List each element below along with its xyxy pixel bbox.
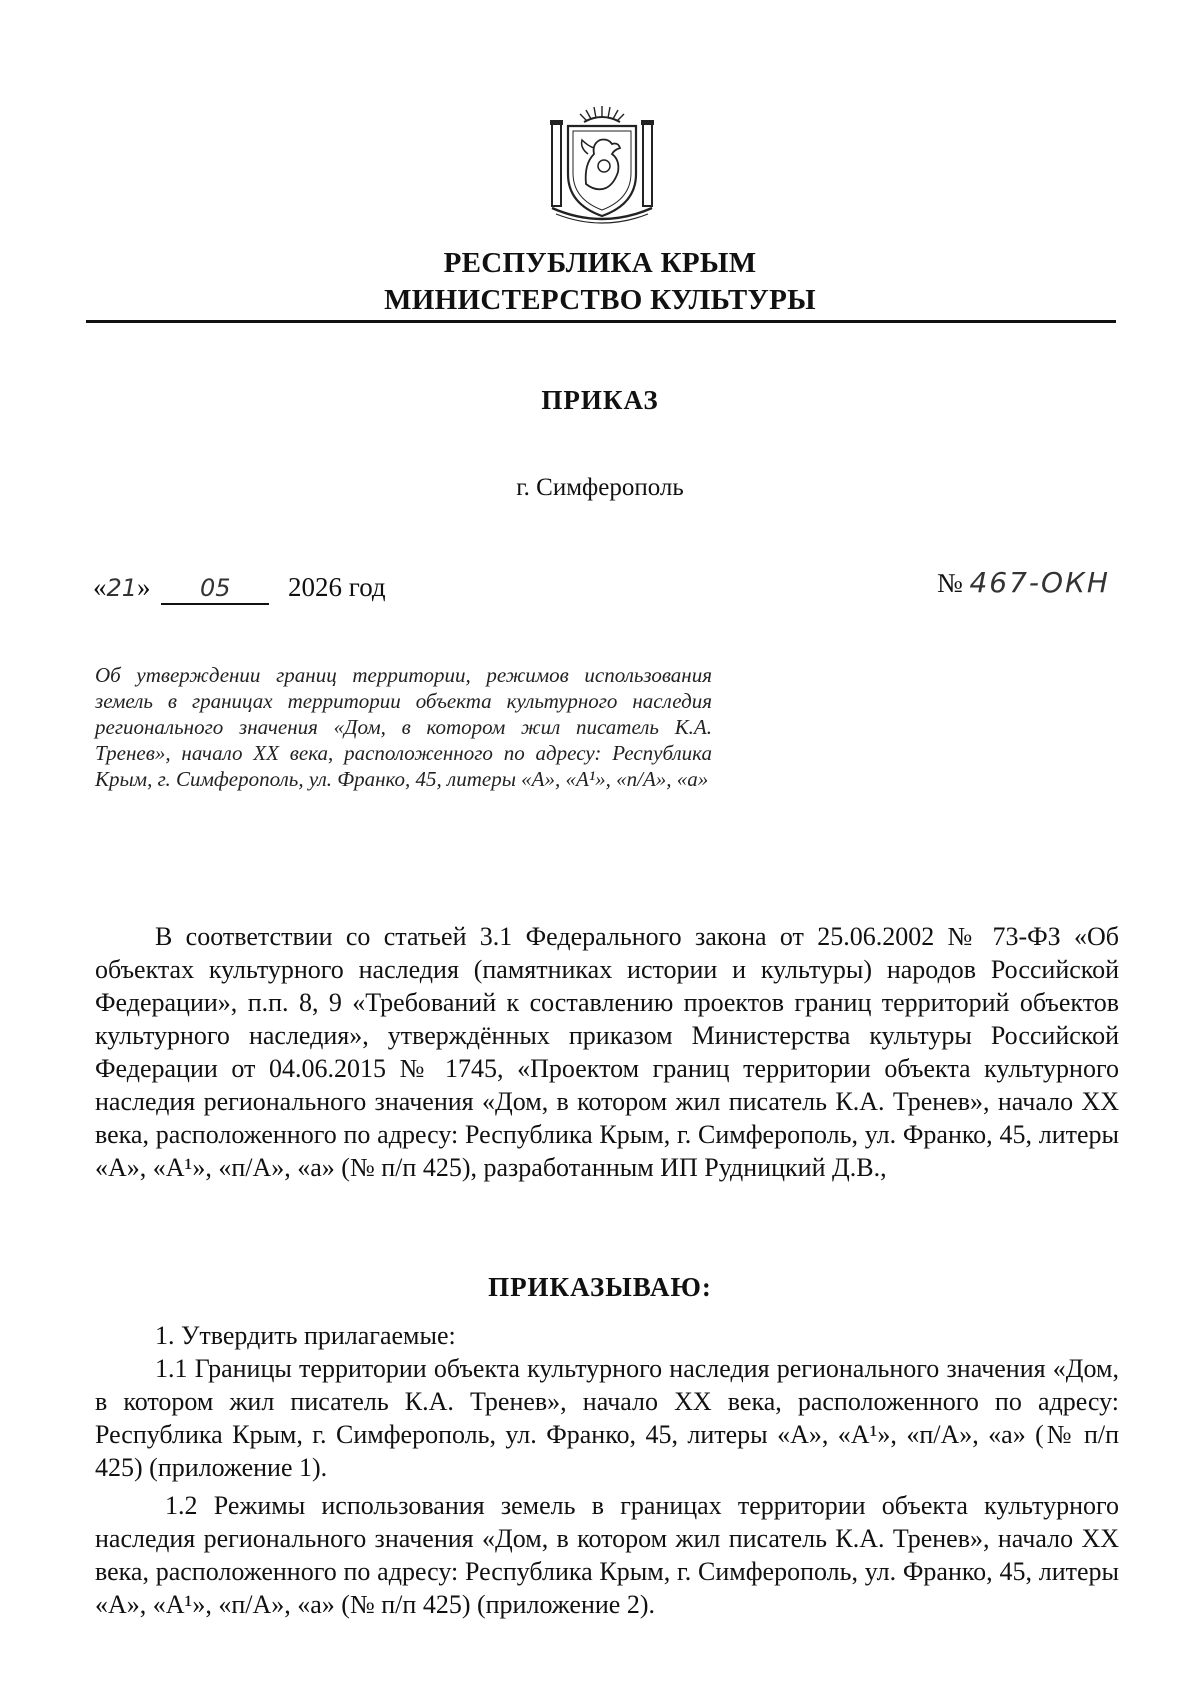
date-day-handwritten: 21 [106, 574, 138, 602]
date-open-quote: « [93, 572, 107, 602]
order-item-1: 1. Утвердить прилагаемые: [155, 1321, 456, 1350]
header-ministry: МИНИСТЕРСТВО КУЛЬТУРЫ [384, 284, 816, 316]
order-item-1-2: 1.2 Режимы использования земель в границах территории объекта культурного наследия регионального значения «Дом, в котором жил писатель К.А. Тренев», начало XX века, расположенного по адресу: Республика Крым, г. Симферополь, ул. Франко, 45, литеры «А», «А¹», «п/А», «а» (№ п/п 425) (приложение 2). [95, 1491, 1119, 1619]
document-subject: Об утверждении границ территории, режимов использования земель в границах территории объекта культурного наследия регионального значения «Дом, в котором жил писатель К.А. Тренев», начало XX века, расположенного по адресу: Республика Крым, г. Симферополь, ул. Франко, 45, литеры «А», «А¹», «п/А», «а» [95, 663, 712, 791]
date-month-handwritten: 05 [200, 574, 231, 602]
order-item-1-1: 1.1 Границы территории объекта культурного наследия регионального значения «Дом, в котором жил писатель К.А. Тренев», начало XX века, расположенного по адресу: Республика Крым, г. Симферополь, ул. Франко, 45, литеры «А», «А¹», «п/А», «а» (№ п/п 425) (приложение 1). [95, 1354, 1119, 1482]
crimea-coat-of-arms-icon [548, 104, 656, 224]
number-prefix: № [936, 568, 963, 598]
header-republic: РЕСПУБЛИКА КРЫМ [443, 247, 757, 279]
document-type-title: ПРИКАЗ [541, 385, 659, 415]
document-date [93, 572, 386, 605]
document-number [937, 566, 1110, 599]
date-year: 2026 год [288, 572, 386, 602]
number-handwritten: 467-ОКН [969, 566, 1110, 599]
orders-heading: ПРИКАЗЫВАЮ: [488, 1272, 712, 1302]
issue-city: г. Симферополь [516, 474, 684, 501]
preamble-paragraph: В соответствии со статьей 3.1 Федерального закона от 25.06.2002 № 73-ФЗ «Об объектах культурного наследия (памятниках истории и культуры) народов Российской Федерации», п.п. 8, 9 «Требований к составлению проектов границ территорий объектов культурного наследия», утверждённых приказом Министерства культуры Российской Федерации от 04.06.2015 № 1745, «Проектом границ территории объекта культурного наследия регионального значения «Дом, в котором жил писатель К.А. Тренев», начало XX века, расположенного по адресу: Республика Крым, г. Симферополь, ул. Франко, 45, литеры «А», «А¹», «п/А», «а» (№ п/п 425), разработанным ИП Рудницкий Д.В., [95, 922, 1119, 1182]
date-close-quote: » [137, 572, 151, 602]
header-divider [86, 320, 1116, 323]
